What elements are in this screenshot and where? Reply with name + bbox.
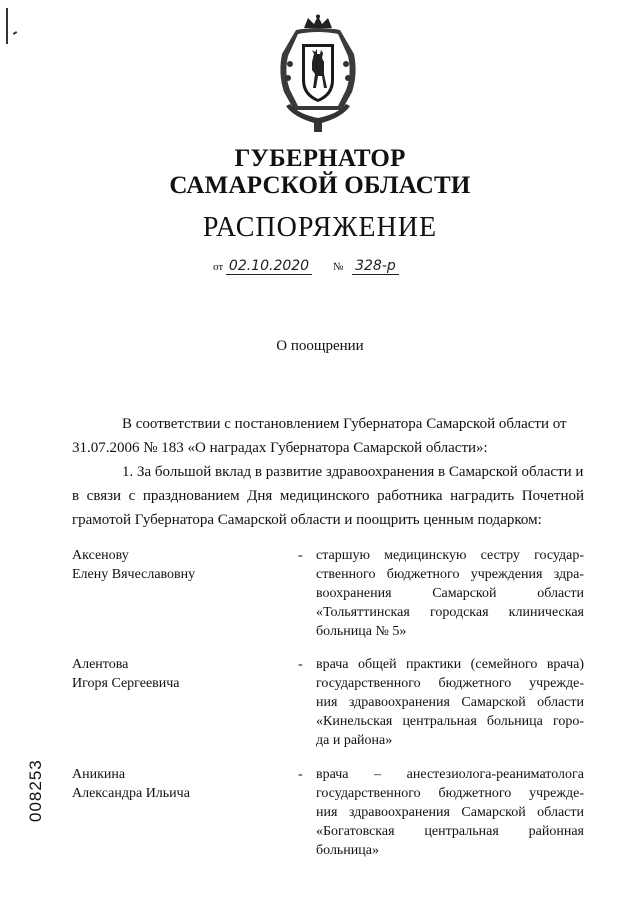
document-subject: О поощрении <box>276 338 364 354</box>
recipient-position <box>316 655 584 750</box>
recipient-given-names: Игоря Сергеевича <box>72 676 180 691</box>
handwritten-date: 02.10.2020 <box>226 258 312 275</box>
body-line-5: грамотой Губернатора Самарской области и поощрить ценным подарком: <box>72 512 542 528</box>
position-line: «Тольяттинская городская клиническая <box>316 605 584 620</box>
recipient-name <box>72 765 282 803</box>
position-line: ния здравоохранения Самарской области <box>316 805 584 820</box>
position-line: воохранения Самарской области <box>316 586 584 601</box>
number-label: № <box>332 261 344 273</box>
recipient-name <box>72 655 282 693</box>
recipient-surname: Аксенову <box>72 548 129 563</box>
recipient-position <box>316 546 584 641</box>
serial-number: 008253 <box>26 759 45 822</box>
position-line: «Богатовская центральная районная <box>316 824 584 839</box>
title-region: САМАРСКОЙ ОБЛАСТИ <box>169 172 471 199</box>
position-line: государственного бюджетного учрежде- <box>316 676 584 691</box>
recipient-surname: Аникина <box>72 767 126 782</box>
position-line: государственного бюджетного учрежде- <box>316 786 584 801</box>
dateline <box>213 258 399 275</box>
recipient-dash: - <box>298 767 303 782</box>
body-line-4: в связи с празднованием Дня медицинского работника наградить Почетной <box>72 488 584 504</box>
recipient-given-names: Александра Ильича <box>72 786 190 801</box>
position-line: врача общей практики (семейного врача) <box>316 657 584 672</box>
recipient-dash: - <box>298 548 303 563</box>
position-line: больница» <box>316 843 379 858</box>
recipient-surname: Алентова <box>72 657 129 672</box>
recipient-position <box>316 765 584 860</box>
position-line: ния здравоохранения Самарской области <box>316 695 584 710</box>
date-label: от <box>213 261 224 273</box>
position-line: врача – анестезиолога-реаниматолога <box>316 767 584 782</box>
margin-dot <box>13 31 17 35</box>
recipient-given-names: Елену Вячеславовну <box>72 567 196 582</box>
title-governor: ГУБЕРНАТОР <box>234 145 406 172</box>
position-line: ственного бюджетного учреждения здра- <box>316 567 584 582</box>
recipient-dash: - <box>298 657 303 672</box>
margin-mark <box>6 8 8 44</box>
body-line-3: 1. За большой вклад в развитие здравоохранения в Самарской области и <box>122 464 584 480</box>
position-line: «Кинельская центральная больница горо- <box>316 714 584 729</box>
position-line: да и района» <box>316 733 393 748</box>
handwritten-number: 328-р <box>352 258 399 275</box>
body-line-1: В соответствии с постановлением Губернатора Самарской области от <box>122 416 567 432</box>
document-type: РАСПОРЯЖЕНИЕ <box>202 212 438 243</box>
position-line: больница № 5» <box>316 624 407 639</box>
position-line: старшую медицинскую сестру государ- <box>316 548 584 563</box>
body-line-2: 31.07.2006 № 183 «О наградах Губернатора Самарской области»: <box>72 440 488 456</box>
recipient-name <box>72 546 282 584</box>
coat-of-arms-emblem <box>274 14 362 134</box>
